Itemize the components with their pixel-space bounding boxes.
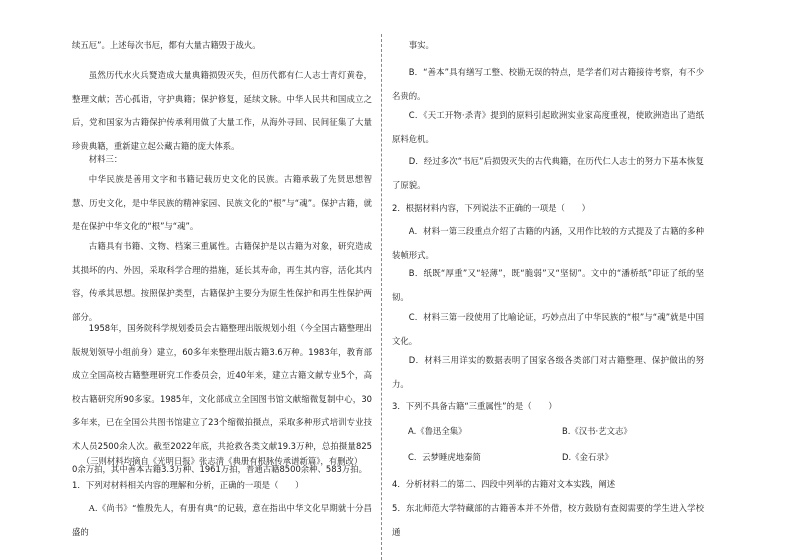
question-3-option-c: C．云梦睡虎地秦简 — [408, 452, 481, 462]
paragraph-history-data: 1958年，国务院科学规划委员会古籍整理出版规划小组（今全国古籍整理出版规划领导小组前身）建立，60多年来整理出版古籍3.6万种。1983年，教育部成立全国高校古籍整理研究工作委员会，近40年来，建立古籍文献专业5个，高校古籍研究所90多家。1985年，文化部成立全国图书馆文献缩微复制中心，30多年来，已在全国公共图书馆建立了23个缩微拍摄点，采取多种形式培训专业技术人员2500余人次。截至2022年底，共抢救各类文献19.3万种，总拍摄量8250余万拍，其中善本古籍3.3万种、1961万拍，普通古籍8500余种、583万拍。 — [72, 323, 372, 474]
question-2-option-a: A．材料一第三段重点介绍了古籍的内涵，又用作比较的方式提及了古籍的多种装帧形式。 — [392, 226, 704, 260]
question-5: 5．东北师范大学特藏部的古籍善本并不外借，校方鼓励有查阅需要的学生进入学校通 — [392, 503, 704, 537]
paragraph-material3-intro: 中华民族是善用文字和书籍记载历史文化的民族。古籍承载了先贤思想智慧、历史文化，是中华民族的精神家园、民族文化的“根”与“魂”。保护古籍，就是在保护中华文化的“根”与“魂”。 — [72, 174, 372, 231]
source-citation: （三则材料均摘自《光明日报》张志清《典册有根脉传承谱新篇》，有删改） — [81, 456, 363, 466]
question-2: 2．根据材料内容，下列说法不正确的一项是（ ） — [392, 203, 590, 213]
question-1-option-c: C．《天工开物·杀青》提到的原料引起欧洲实业家高度重视，使欧洲造出了造纸原料危机。 — [392, 110, 704, 144]
question-3-option-a: A.《鲁迅全集》 — [408, 426, 467, 436]
paragraph-material2-end: 虽然历代水火兵燹造成大量典籍损毁灭失，但历代都有仁人志士青灯黄卷，整理文献；苦心孤诣，守护典籍；保护修复，延续文脉。中华人民共和国成立之后，党和国家为古籍保护传承利用做了大量工作，从海外寻回、民间征集了大量珍贵典籍，重新建立起公藏古籍的庞大体系。 — [72, 70, 372, 151]
question-2-option-d: D．材料三用详实的数据表明了国家各级各类部门对古籍整理、保护做出的努力。 — [392, 355, 704, 389]
option-a-continuation: 事实。 — [408, 40, 434, 50]
question-1: 1．下列对材料相关内容的理解和分析，正确的一项是（ ） — [72, 480, 304, 490]
question-2-option-b: B．纸既“厚重”又“轻薄”，既“脆弱”又“坚韧”。文中的“潘桥纸”印证了纸的坚韧。 — [392, 268, 704, 302]
question-3-option-d: D.《金石录》 — [562, 452, 613, 462]
question-4: 4．分析材料二的第二、四段中列举的古籍对文本实践，阐述 — [392, 479, 616, 489]
question-2-option-c: C．材料三第一段使用了比喻论证，巧妙点出了中华民族的“根”与“魂”就是中国文化。 — [392, 312, 704, 346]
question-1-option-d: D．经过多次“书厄”后损毁灭失的古代典籍，在历代仁人志士的努力下基本恢复了原貌。 — [392, 156, 704, 190]
question-3-option-b: B.《汉书·艺文志》 — [562, 426, 632, 436]
question-3: 3．下列不具备古籍“三重属性”的是（ ） — [392, 401, 557, 411]
column-divider — [381, 34, 382, 560]
question-1-option-a: A.《尚书》“惟殷先人，有册有典”的记载，意在指出中华文化早期就十分昌盛的 — [72, 503, 372, 537]
paragraph-three-attributes: 古籍具有书籍、文物、档案三重属性。古籍保护是以古籍为对象，研究造成其损坏的内、外因，采取科学合理的措施，延长其寿命，再生其内容，活化其内容，传承其思想。按照保护类型，古籍保护主要分为原生性保护和再生性保护两部分。 — [72, 241, 372, 322]
paragraph-continuation: 续五厄”。上述每次书厄，都有大量古籍毁于战火。 — [72, 40, 261, 50]
heading-material3: 材料三： — [88, 154, 123, 164]
question-1-option-b: B．“善本”具有缮写工整、校勘无误的特点，是学者们对古籍接待考察，有不少名贵的。 — [392, 67, 704, 101]
